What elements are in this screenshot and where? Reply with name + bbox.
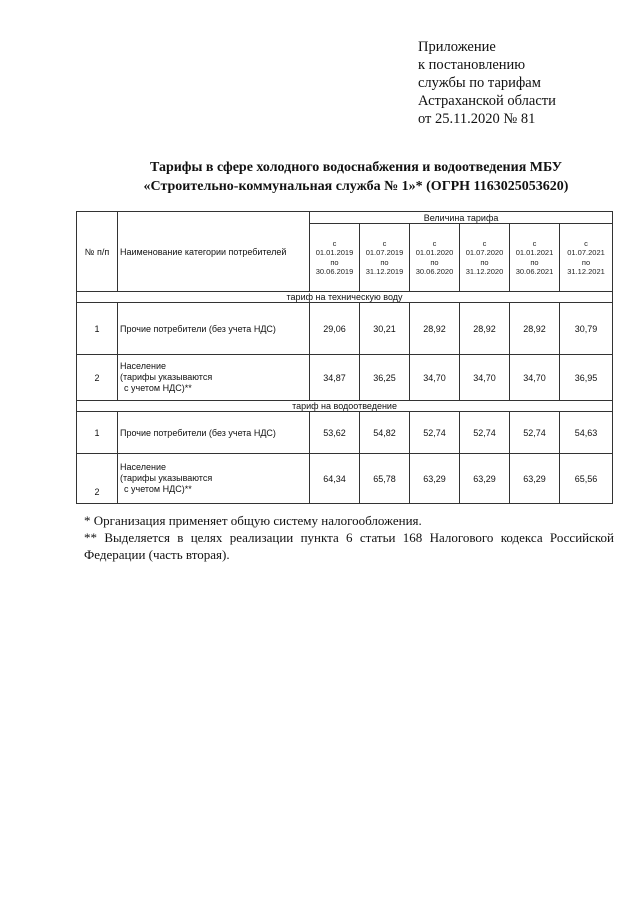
tariff-value: 30,79	[560, 303, 613, 355]
tariff-value: 36,95	[560, 355, 613, 401]
table-row	[77, 355, 613, 401]
header-period: с 01.07.2019 по 31.12.2019	[360, 224, 410, 292]
header-period: с 01.01.2020 по 30.06.2020	[410, 224, 460, 292]
row-category: Население (тарифы указываются с учетом НДС)**	[118, 355, 310, 401]
header-period: с 01.07.2021 по 31.12.2021	[560, 224, 613, 292]
table-row	[77, 454, 613, 504]
tariff-value: 52,74	[410, 412, 460, 454]
appendix-line: от 25.11.2020 № 81	[418, 111, 536, 127]
tariff-value: 28,92	[460, 303, 510, 355]
appendix-line: службы по тарифам	[418, 75, 541, 91]
document-title	[60, 158, 640, 196]
tariff-value: 28,92	[410, 303, 460, 355]
tariff-value: 29,06	[310, 303, 360, 355]
tariff-value: 36,25	[360, 355, 410, 401]
table-row	[77, 303, 613, 355]
footnote-1: * Организация применяет общую систему налогообложения.	[84, 513, 422, 528]
title-line-1: Тарифы в сфере холодного водоснабжения и водоотведения МБУ	[149, 160, 563, 175]
row-num: 1	[77, 412, 118, 454]
header-num: № п/п	[77, 212, 118, 292]
tariff-value: 28,92	[510, 303, 560, 355]
appendix-line: Приложение	[418, 39, 496, 55]
tariff-value: 63,29	[410, 454, 460, 504]
row-num: 1	[77, 303, 118, 355]
tariff-value: 34,70	[410, 355, 460, 401]
section-title-technical-water: тариф на техническую воду	[77, 292, 613, 303]
footnote-2: ** Выделяется в целях реализации пункта 6 статьи 168 Налогового кодекса Российской Федерации (часть вторая).	[84, 530, 614, 562]
row-category: Прочие потребители (без учета НДС)	[118, 412, 310, 454]
tariff-value: 52,74	[460, 412, 510, 454]
appendix-line: к постановлению	[418, 57, 526, 73]
tariff-value: 63,29	[460, 454, 510, 504]
title-line-2: «Строительно-коммунальная служба № 1»* (ОГРН 1163025053620)	[143, 179, 569, 194]
tariff-value: 65,78	[360, 454, 410, 504]
header-period: с 01.01.2021 по 30.06.2021	[510, 224, 560, 292]
row-category: Население (тарифы указываются с учетом НДС)**	[118, 454, 310, 504]
tariff-value: 54,63	[560, 412, 613, 454]
table-row	[77, 412, 613, 454]
tariff-value: 53,62	[310, 412, 360, 454]
header-category: Наименование категории потребителей	[118, 212, 310, 292]
tariff-value: 65,56	[560, 454, 613, 504]
appendix-block	[418, 38, 556, 128]
row-num: 2	[77, 355, 118, 401]
footnotes	[84, 512, 614, 563]
tariff-value: 64,34	[310, 454, 360, 504]
row-category: Прочие потребители (без учета НДС)	[118, 303, 310, 355]
row-num: 2	[77, 454, 118, 504]
header-period: с 01.07.2020 по 31.12.2020	[460, 224, 510, 292]
tariff-value: 54,82	[360, 412, 410, 454]
tariff-value: 30,21	[360, 303, 410, 355]
tariff-table	[76, 211, 613, 504]
tariff-value: 52,74	[510, 412, 560, 454]
tariff-value: 34,70	[460, 355, 510, 401]
tariff-value: 63,29	[510, 454, 560, 504]
header-value: Величина тарифа	[310, 212, 613, 224]
appendix-line: Астраханской области	[418, 93, 556, 109]
tariff-value: 34,70	[510, 355, 560, 401]
header-period: с 01.01.2019 по 30.06.2019	[310, 224, 360, 292]
section-title-wastewater: тариф на водоотведение	[77, 401, 613, 412]
tariff-value: 34,87	[310, 355, 360, 401]
